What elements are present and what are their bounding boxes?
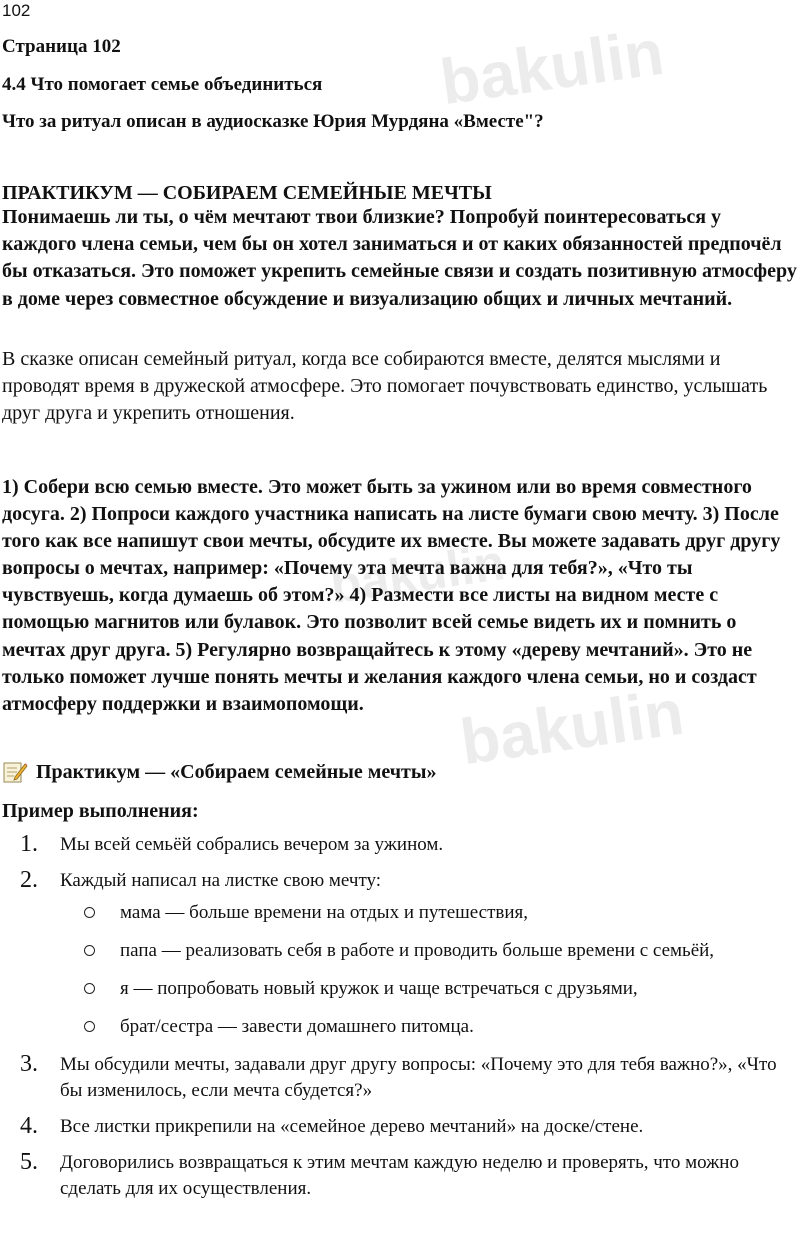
page-number: 102 xyxy=(2,1,31,20)
list-item-text: Все листки прикрепили на «семейное дерево мечтаний» на доске/стене. xyxy=(60,1116,644,1137)
list-number: 2. xyxy=(20,867,38,893)
bullet-icon xyxy=(84,983,95,994)
page-title: Страница 102 xyxy=(2,36,121,57)
sub-list-item-text: папа — реализовать себя в работе и проводить больше времени с семьёй, xyxy=(120,940,715,961)
bullet-icon xyxy=(84,945,95,956)
list-item xyxy=(2,1114,798,1140)
watermark: bakulin xyxy=(326,534,509,614)
section-title: 4.4 Что помогает семье объединиться xyxy=(2,74,323,95)
sub-list-item-text: мама — больше времени на отдых и путешествия, xyxy=(120,902,529,923)
list-item xyxy=(2,1150,798,1202)
example-heading xyxy=(2,760,437,784)
question-title: Что за ритуал описан в аудиосказке Юрия Мурдяна «Вместе"? xyxy=(2,111,544,132)
watermark: bakulin xyxy=(456,675,688,779)
sub-list-item-text: я — попробовать новый кружок и чаще встречаться с друзьями, xyxy=(120,978,638,999)
sub-list xyxy=(2,900,798,1040)
watermark: bakulin xyxy=(436,15,668,119)
list-number: 3. xyxy=(20,1051,38,1077)
sub-list-item xyxy=(2,938,798,964)
example-label: Пример выполнения: xyxy=(2,800,199,822)
list-number: 5. xyxy=(20,1149,38,1175)
list-item-text: Мы обсудили мечты, задавали друг другу вопросы: «Почему это для тебя важно?», «Что бы изменилось, если мечта сбудется?» xyxy=(60,1054,777,1101)
example-list xyxy=(2,832,798,1202)
memo-icon xyxy=(2,760,28,784)
sub-list-item xyxy=(2,1014,798,1040)
list-number: 4. xyxy=(20,1113,38,1139)
example-title: Практикум — «Собираем семейные мечты» xyxy=(36,760,437,783)
bullet-icon xyxy=(84,907,95,918)
list-item-text: Договорились возвращаться к этим мечтам каждую неделю и проверять, что можно сделать для их осуществления. xyxy=(60,1152,739,1199)
sub-list-item-text: брат/сестра — завести домашнего питомца. xyxy=(120,1016,474,1037)
sub-list-item xyxy=(2,976,798,1002)
sub-list-item xyxy=(2,900,798,926)
list-item xyxy=(2,832,798,858)
answer-paragraph: В сказке описан семейный ритуал, когда все собираются вместе, делятся мыслями и проводят время в дружеской атмосфере. Это помогает почувствовать единство, услышать друг друга и укрепить отношения. xyxy=(2,348,768,424)
practicum-heading: ПРАКТИКУМ — СОБИРАЕМ СЕМЕЙНЫЕ МЕЧТЫ xyxy=(2,182,492,204)
bullet-icon xyxy=(84,1021,95,1032)
list-item-text: Каждый написал на листке свою мечту: xyxy=(60,870,382,891)
steps-paragraph: 1) Собери всю семью вместе. Это может быть за ужином или во время совместного досуга. 2) Попроси каждого участника написать на листе бумаги свою мечту. 3) После того как все напишут свои мечты, обсудите их вместе. Вы можете задавать друг другу вопросы о мечтах, например: «Почему эта мечта важна для тебя?», «Что ты чувствуешь, когда думаешь об этом?» 4) Размести все листы на видном месте с помощью магнитов или булавок. Это позволит всей семье видеть их и помнить о мечтах друг друга. 5) Регулярно возвращайтесь к этому «дереву мечтаний». Это не только поможет лучше понять мечты и желания каждого члена семьи, но и создаст атмосферу поддержки и взаимопомощи. xyxy=(2,476,781,715)
practicum-task: Понимаешь ли ты, о чём мечтают твои близкие? Попробуй поинтересоваться у каждого члена семьи, чем бы он хотел заниматься и от каких обязанностей предпочёл бы отказаться. Это поможет укрепить семейные связи и создать позитивную атмосферу в доме через совместное обсуждение и визуализацию общих и личных мечтаний. xyxy=(2,206,797,310)
list-item-text: Мы всей семьёй собрались вечером за ужином. xyxy=(60,834,444,855)
list-number: 1. xyxy=(20,831,38,857)
list-item xyxy=(2,868,798,1040)
list-item xyxy=(2,1052,798,1104)
